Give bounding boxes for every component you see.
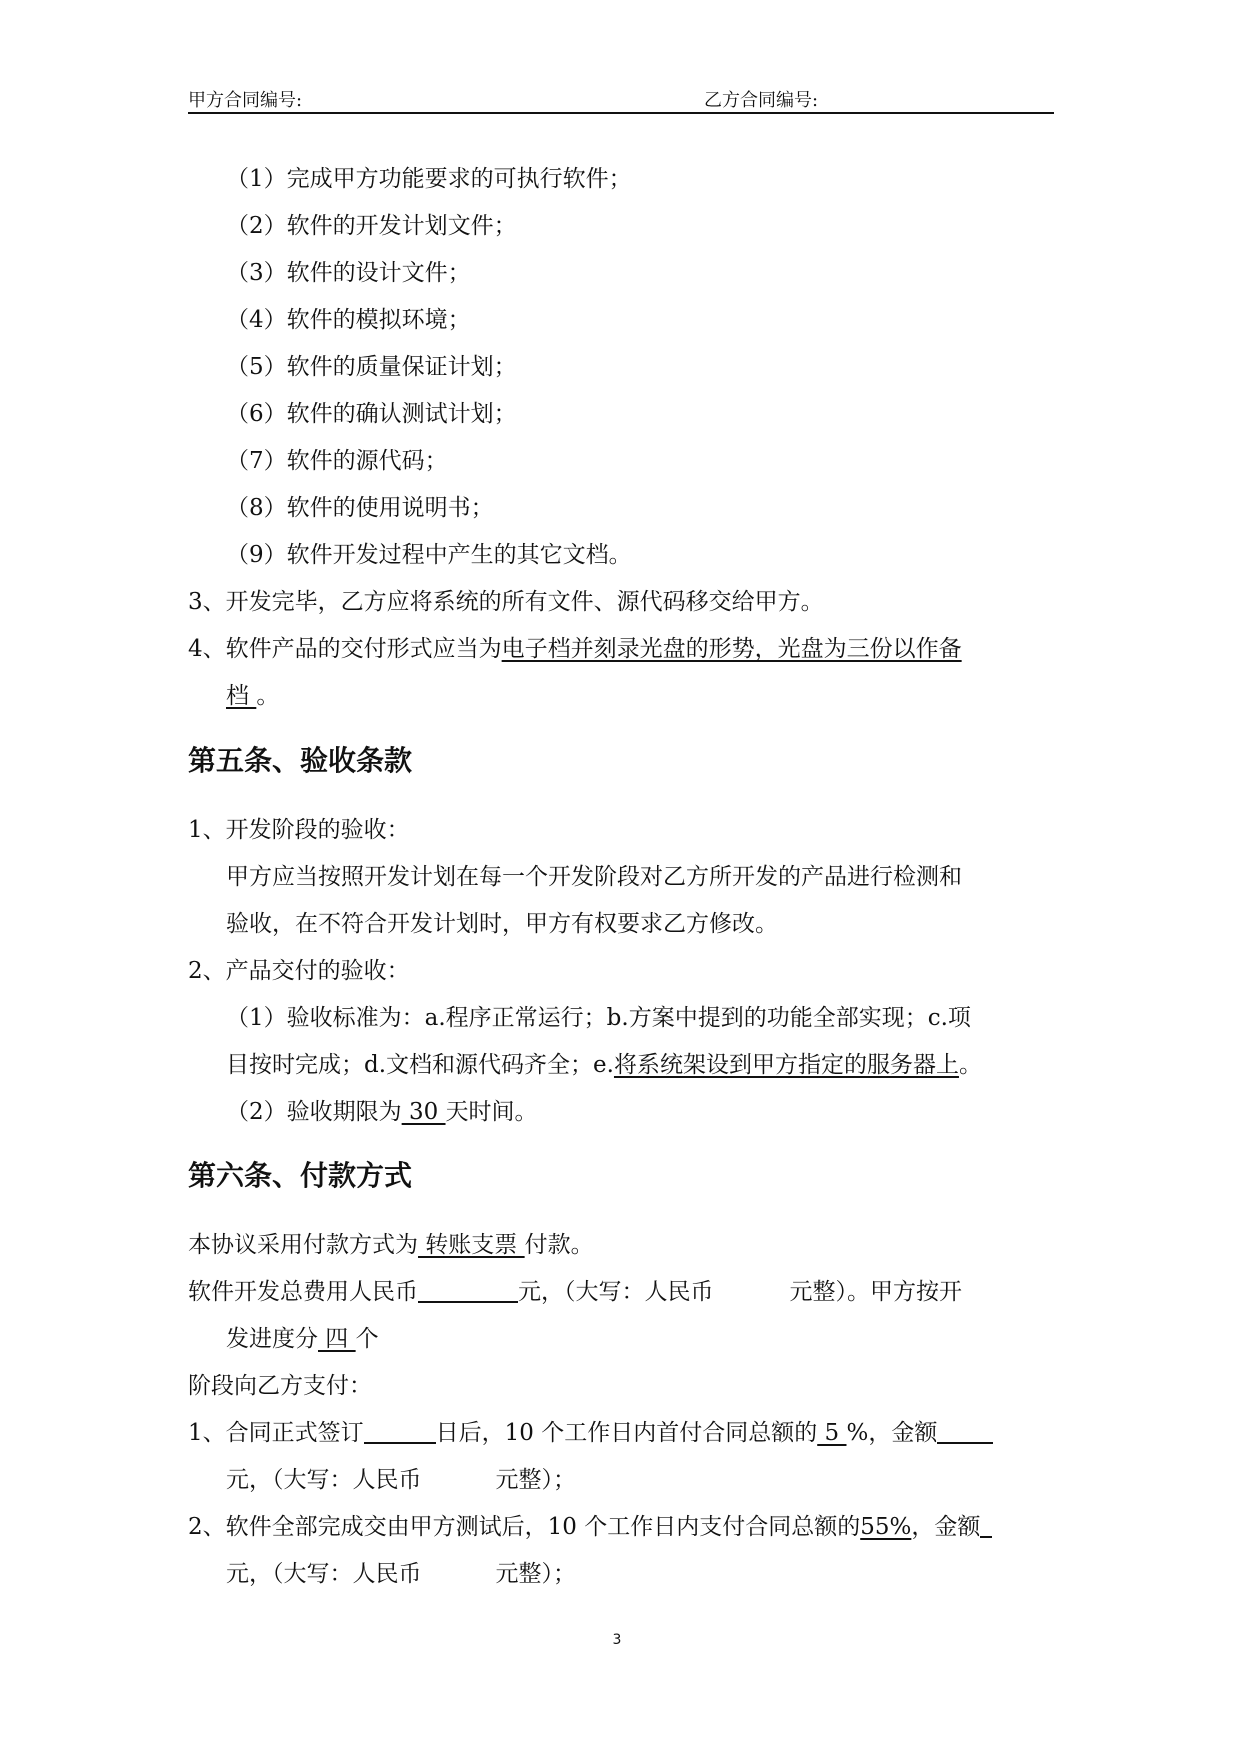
section-5-title: 第五条、验收条款	[188, 744, 413, 777]
list-item: （1）完成甲方功能要求的可执行软件；	[226, 166, 632, 192]
party-a-contract-no-label: 甲方合同编号:	[188, 90, 303, 111]
payment-2-percent: 55%	[860, 1514, 912, 1540]
payment-method-value: 转账支票	[418, 1232, 525, 1258]
paragraph: 目按时完成；d.文档和源代码齐全；e.将系统架设到甲方指定的服务器上。	[226, 1052, 982, 1078]
server-deploy-underlined: 将系统架设到甲方指定的服务器上	[613, 1052, 959, 1078]
clause-item-4-continued: 档 。	[226, 683, 280, 709]
list-item: （9）软件开发过程中产生的其它文档。	[226, 542, 632, 568]
payment-method: 本协议采用付款方式为 转账支票 付款。	[188, 1232, 594, 1258]
payment-1-percent: 5	[817, 1420, 847, 1446]
page-number: 3	[612, 1632, 622, 1648]
section-6-title: 第六条、付款方式	[188, 1159, 413, 1192]
list-item: （6）软件的确认测试计划；	[226, 401, 517, 427]
paragraph: （1）验收标准为：a.程序正常运行；b.方案中提到的功能全部实现；c.项	[226, 1005, 971, 1031]
payment-item-1: 1、合同正式签订 日后，10 个工作日内首付合同总额的 5 %，金额	[188, 1418, 993, 1448]
payment-2-amount-blank	[980, 1512, 992, 1538]
acceptance-days-value: 30	[401, 1099, 446, 1125]
paragraph: （2）验收期限为 30 天时间。	[226, 1099, 538, 1125]
total-fee: 软件开发总费用人民币 元，（大写：人民币 元整）。甲方按开	[188, 1279, 962, 1305]
paragraph: 验收，在不符合开发计划时，甲方有权要求乙方修改。	[226, 911, 778, 937]
list-item: （5）软件的质量保证计划；	[226, 354, 517, 380]
signing-days-blank	[364, 1418, 436, 1444]
total-amount-blank	[418, 1277, 518, 1303]
acceptance-item-1: 1、开发阶段的验收：	[188, 817, 410, 843]
party-b-contract-no-label: 乙方合同编号:	[704, 90, 819, 111]
list-item: （3）软件的设计文件；	[226, 260, 471, 286]
paragraph: 元，（大写：人民币 元整）；	[226, 1561, 576, 1587]
list-item: （2）软件的开发计划文件；	[226, 213, 517, 239]
list-item: （7）软件的源代码；	[226, 448, 448, 474]
paragraph: 发进度分 四 个	[226, 1326, 379, 1352]
clause-item-4	[188, 634, 962, 664]
stage-count-value: 四	[318, 1326, 356, 1352]
list-item: （4）软件的模拟环境；	[226, 307, 471, 333]
clause-item-4-prefix: 4、软件产品的交付形式应当为	[188, 636, 502, 662]
payment-1-amount-blank	[937, 1418, 993, 1444]
delivery-form-underlined: 电子档并刻录光盘的形势，光盘为三份以作备	[501, 636, 962, 662]
acceptance-item-2: 2、产品交付的验收：	[188, 958, 410, 984]
delivery-form-underlined-end: 档	[226, 683, 257, 709]
paragraph: 元，（大写：人民币 元整）；	[226, 1467, 576, 1493]
page-header	[188, 80, 1054, 114]
paragraph: 阶段向乙方支付：	[188, 1373, 372, 1399]
payment-item-2: 2、软件全部完成交由甲方测试后，10 个工作日内支付合同总额的55%，金额	[188, 1512, 992, 1542]
paragraph: 甲方应当按照开发计划在每一个开发阶段对乙方所开发的产品进行检测和	[226, 864, 962, 890]
clause-item-3: 3、开发完毕，乙方应将系统的所有文件、源代码移交给甲方。	[188, 589, 824, 615]
list-item: （8）软件的使用说明书；	[226, 495, 494, 521]
